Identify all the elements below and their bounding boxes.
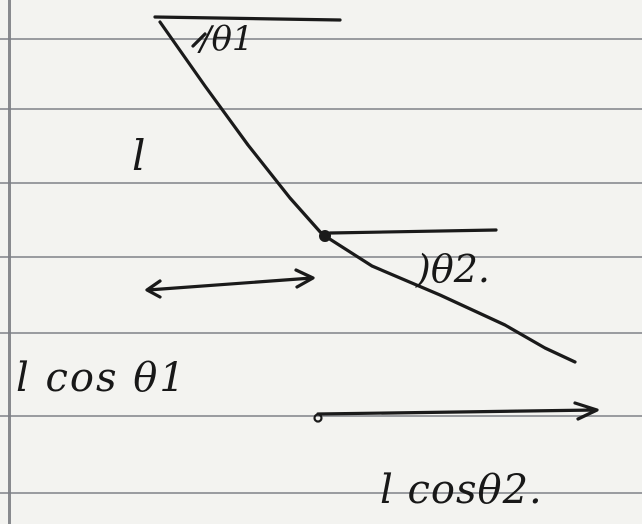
length-label: l <box>132 131 146 180</box>
horizontal-arrow-1-shaft <box>148 278 312 290</box>
l-cos-theta1-label: l cos θ1 <box>16 355 187 401</box>
horizontal-arrow-2-left-end <box>315 415 322 422</box>
middle-reference-line <box>330 230 496 233</box>
theta1-label: /θ1 <box>200 19 254 59</box>
horizontal-arrow-2-shaft <box>318 410 596 414</box>
l-cos-theta2-label: l cosθ2. <box>380 467 543 513</box>
theta2-label: )θ2. <box>416 247 490 291</box>
